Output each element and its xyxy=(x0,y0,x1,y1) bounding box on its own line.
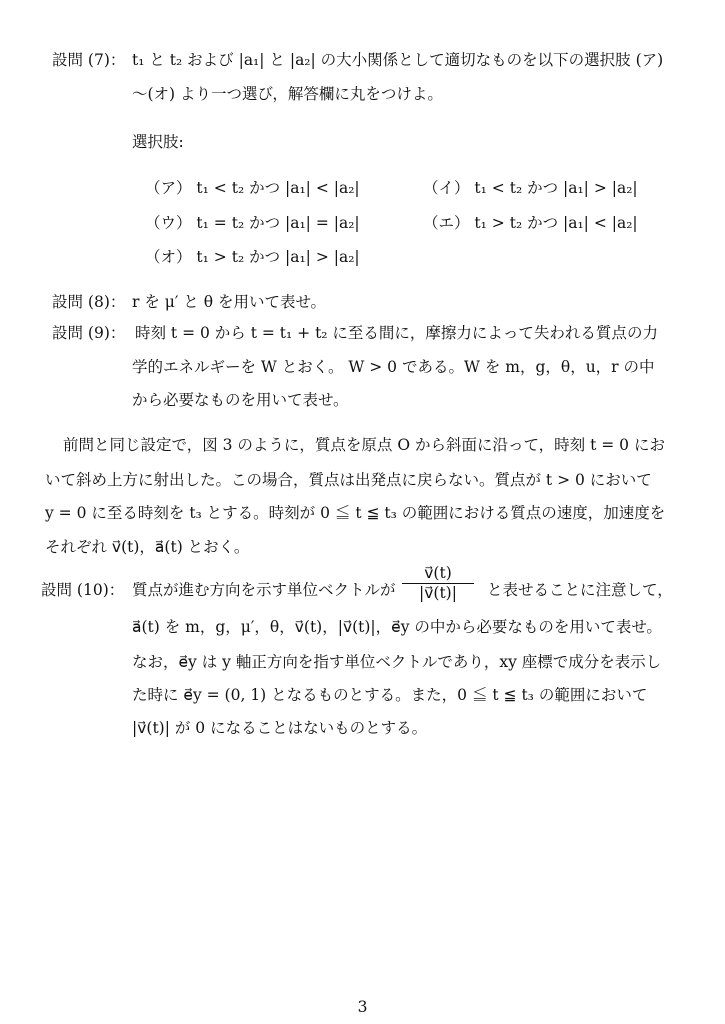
q9-line-3: から必要なものを用いて表せ。 xyxy=(132,391,349,409)
choice-o: （オ） t₁ > t₂ かつ |a₁| > |a₂| xyxy=(145,248,360,266)
q8-line-1: r を μ′ と θ を用いて表せ。 xyxy=(132,293,327,311)
choice-i: （イ） t₁ < t₂ かつ |a₁| > |a₂| xyxy=(423,179,638,197)
q9-line-1: 時刻 t = 0 から t = t₁ + t₂ に至る間に，摩擦力によって失われる質点の力 xyxy=(135,324,658,342)
choice-a: （ア） t₁ < t₂ かつ |a₁| < |a₂| xyxy=(145,179,360,197)
q10-label: 設問 (10)： xyxy=(41,581,125,599)
q7-line-1: t₁ と t₂ および |a₁| と |a₂| の大小関係として適切なものを以下の選択肢 (ア) xyxy=(132,51,664,69)
q7-label: 設問 (7)： xyxy=(52,51,126,69)
fraction-denominator: |v⃗(t)| xyxy=(419,584,457,602)
paragraph-line-1: 前問と同じ設定で，図 3 のように，質点を原点 O から斜面に沿って，時刻 t = 0 にお xyxy=(63,436,665,454)
unit-vector-fraction xyxy=(402,564,474,603)
q9-label: 設問 (9)： xyxy=(52,324,126,342)
choice-u: （ウ） t₁ = t₂ かつ |a₁| = |a₂| xyxy=(145,214,360,232)
choice-e: （エ） t₁ > t₂ かつ |a₁| < |a₂| xyxy=(423,214,638,232)
q7-choices-label: 選択肢: xyxy=(132,133,184,151)
paragraph-line-2: いて斜め上方に射出した。この場合，質点は出発点に戻らない。質点が t > 0 において xyxy=(45,471,652,489)
q10-line-1b: と表せることに注意して， xyxy=(487,581,673,599)
q10-line-2: a⃗(t) を m，g，μ′，θ，v⃗(t)，|v⃗(t)|，e⃗y の中から必要なものを用いて表せ。 xyxy=(132,618,662,636)
q9-line-2: 学的エネルギーを W とおく。 W > 0 である。W を m，g，θ，u，r の中 xyxy=(132,358,655,376)
page-number: 3 xyxy=(357,998,368,1016)
paragraph-line-3: y = 0 に至る時刻を t₃ とする。時刻が 0 ≦ t ≦ t₃ の範囲における質点の速度，加速度を xyxy=(45,504,666,522)
fraction-numerator: v⃗(t) xyxy=(402,564,474,584)
q10-line-3: なお，e⃗y は y 軸正方向を指す単位ベクトルであり，xy 座標で成分を表示し xyxy=(132,653,662,671)
q7-line-2: 〜(オ) より一つ選び，解答欄に丸をつけよ。 xyxy=(132,85,443,103)
q10-line-4: た時に e⃗y = (0, 1) となるものとする。また，0 ≦ t ≦ t₃ の範囲において xyxy=(132,686,648,704)
paragraph-line-4: それぞれ v⃗(t)，a⃗(t) とおく。 xyxy=(45,538,250,556)
q10-line-5: |v⃗(t)| が 0 になることはないものとする。 xyxy=(132,719,428,737)
q10-line-1a: 質点が進む方向を示す単位ベクトルが xyxy=(132,581,396,599)
q8-label: 設問 (8)： xyxy=(52,293,126,311)
